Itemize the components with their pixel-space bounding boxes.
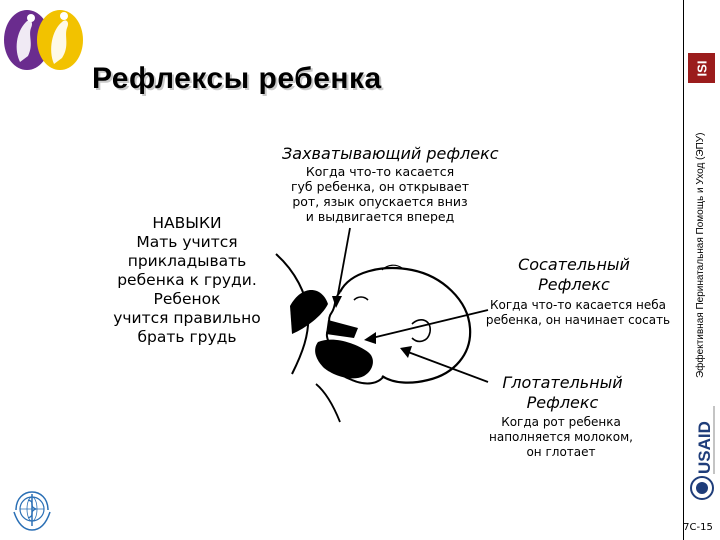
grasp-line: губ ребенка, он открывает — [290, 179, 470, 194]
skills-text — [108, 214, 266, 347]
skills-line: прикладывать — [127, 252, 247, 270]
suck-reflex-heading — [500, 255, 648, 295]
skills-line: брать грудь — [137, 328, 237, 346]
swallow-line: наполняется молоком, — [489, 430, 633, 444]
suck-heading-line: Сосательный — [518, 255, 630, 274]
usaid-logo — [686, 402, 718, 502]
page-title: Рефлексы ребенка — [92, 62, 382, 95]
program-name-vertical: Эффективная Перинатальная Помощь и Уход (ЭПУ) — [695, 132, 706, 378]
grasp-reflex-heading: Захватывающий рефлекс — [282, 144, 499, 163]
grasp-line: Когда что-то касается — [305, 164, 455, 179]
skills-line: Мать учится — [136, 233, 238, 251]
skills-line: учится правильно — [113, 309, 261, 327]
swallow-heading-line: Глотательный — [502, 373, 623, 392]
skills-line: Ребенок — [153, 290, 221, 308]
usaid-logo-label: USAID — [695, 421, 714, 474]
skills-line: ребенка к груди. — [117, 271, 257, 289]
suck-line: ребенка, он начинает сосать — [485, 313, 671, 327]
suck-line: Когда что-то касается неба — [489, 298, 667, 312]
sidebar-divider — [683, 0, 684, 540]
skills-line: НАВЫКИ — [152, 214, 222, 232]
suck-reflex-description — [478, 298, 678, 328]
swallow-reflex-heading — [490, 373, 635, 413]
isi-logo-label: ISI — [694, 60, 709, 76]
swallow-heading-line: Рефлекс — [526, 393, 599, 412]
suck-heading-line: Рефлекс — [538, 275, 610, 294]
slide-number: 7C-15 — [683, 522, 713, 533]
swallow-line: Когда рот ребенка — [501, 415, 621, 429]
program-logo — [0, 0, 90, 80]
grasp-line: рот, язык опускается вниз — [292, 194, 468, 209]
baby-breastfeeding-illustration — [262, 224, 490, 424]
grasp-line: и выдвигается вперед — [305, 209, 455, 224]
swallow-line: он глотает — [526, 445, 596, 459]
grasp-reflex-description — [282, 164, 478, 224]
swallow-reflex-description — [476, 415, 646, 460]
who-emblem-icon — [10, 488, 54, 534]
